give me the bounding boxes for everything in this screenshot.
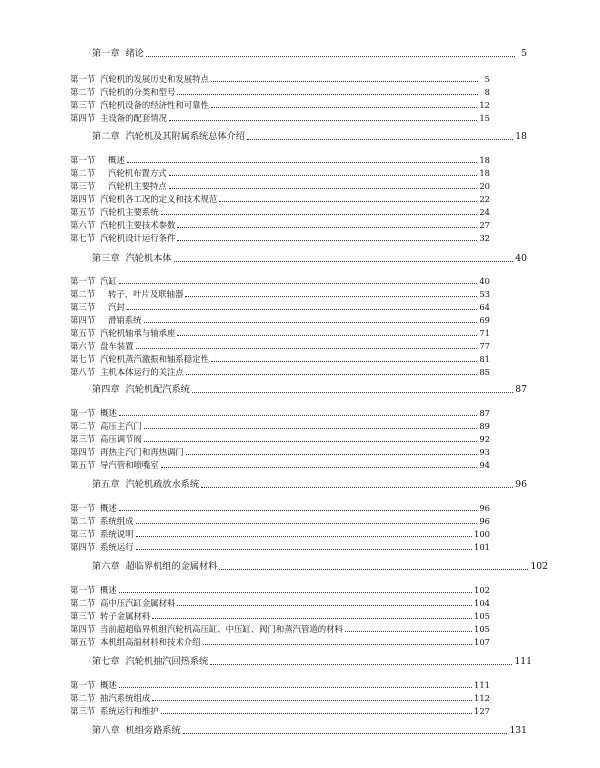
dot-leader [136, 522, 478, 524]
chapter-number: 第一章 [92, 48, 120, 59]
section-title: 汽轮机设备的经济性和可靠性 [100, 100, 209, 110]
toc-entry [70, 302, 490, 312]
chapter-heading [92, 385, 527, 395]
page-number: 85 [479, 367, 490, 377]
page-number: 100 [474, 529, 490, 539]
section-number: 第六节 [70, 341, 96, 351]
page-number: 105 [474, 624, 490, 634]
chapter-heading [92, 726, 527, 736]
page-number: 104 [474, 598, 490, 608]
section-title: 主设备的配套情况 [100, 113, 167, 123]
dot-leader [119, 509, 478, 511]
dot-leader [161, 213, 478, 215]
page-number: 111 [474, 680, 490, 690]
toc-entry [70, 529, 490, 539]
dot-leader [183, 732, 508, 734]
dot-leader [211, 360, 477, 362]
section-title: 转子，叶片及联轴器 [108, 289, 184, 299]
section-title: 主机本体运行的关注点 [100, 367, 184, 377]
page-number: 5 [484, 74, 490, 84]
page-number: 102 [530, 561, 548, 572]
section-number: 第三节 [70, 181, 96, 191]
toc-entry [70, 220, 490, 230]
toc-entry [70, 421, 490, 431]
chapter-heading [92, 49, 527, 59]
chapter-heading [92, 657, 532, 667]
section-number: 第三节 [70, 302, 96, 312]
page-number: 24 [479, 207, 490, 217]
page-number: 87 [515, 384, 527, 395]
section-title: 概述 [108, 155, 125, 165]
section-number: 第八节 [70, 367, 96, 377]
dot-leader [119, 282, 478, 284]
section-title: 汽轮机的发展历史和发展特点 [100, 74, 209, 84]
dot-leader [136, 347, 478, 349]
toc-entry [70, 706, 490, 716]
section-title: 系统运行 [100, 542, 134, 552]
chapter-heading [92, 254, 527, 264]
toc-entry [70, 354, 490, 364]
chapter-number: 第四章 [92, 384, 120, 395]
page-number: 127 [474, 706, 490, 716]
section-title: 当前超超临界机组汽轮机高压缸、中压缸、阀门和蒸汽管道的材料 [100, 624, 343, 634]
section-title: 概述 [100, 680, 117, 690]
page-number: 81 [479, 354, 490, 364]
page-number: 107 [474, 637, 490, 647]
chapter-title: 汽轮机配汽系统 [125, 384, 190, 395]
toc-entry [70, 155, 490, 165]
page-number: 27 [479, 220, 490, 230]
dot-leader [119, 686, 472, 688]
toc-entry [70, 233, 490, 243]
toc-entry [70, 542, 490, 552]
toc-entry [70, 408, 490, 418]
page-number: 64 [479, 302, 490, 312]
page-number: 89 [479, 421, 490, 431]
page-number: 40 [515, 253, 527, 264]
chapter-number: 第二章 [92, 131, 120, 142]
section-title: 导汽管和喷嘴室 [100, 460, 159, 470]
chapter-title: 机组旁路系统 [125, 725, 181, 736]
section-number: 第四节 [70, 113, 96, 123]
dot-leader [169, 119, 477, 121]
section-title: 概述 [100, 503, 117, 513]
chapter-heading [92, 480, 527, 490]
dot-leader [161, 466, 478, 468]
chapter-title: 汽轮机及其附属系统总体介绍 [125, 131, 245, 142]
dot-leader [177, 239, 477, 241]
section-number: 第一节 [70, 585, 96, 595]
toc-entry [70, 113, 490, 123]
dot-leader [136, 535, 473, 537]
toc-entry [70, 585, 490, 595]
page-number: 18 [515, 131, 527, 142]
page-number: 5 [521, 48, 527, 59]
section-number: 第二节 [70, 289, 96, 299]
section-number: 第四节 [70, 624, 96, 634]
section-number: 第一节 [70, 276, 96, 286]
toc-entry [70, 460, 490, 470]
section-number: 第三节 [70, 611, 96, 621]
section-title: 汽轮机各工况的定义和技术规范 [100, 194, 218, 204]
toc-entry [70, 516, 490, 526]
section-title: 转子金属材料 [100, 611, 151, 621]
section-number: 第二节 [70, 598, 96, 608]
section-number: 第三节 [70, 434, 96, 444]
toc-entry [70, 100, 490, 110]
chapter-title: 绪论 [125, 48, 144, 59]
toc-entry [70, 194, 490, 204]
dot-leader [210, 663, 512, 665]
page-number: 131 [509, 725, 527, 736]
section-title: 汽轮机主要系统 [100, 207, 159, 217]
section-number: 第七节 [70, 233, 96, 243]
dot-leader [211, 80, 478, 82]
chapter-title: 超临界机组的金属材料 [125, 561, 218, 572]
chapter-number: 第七章 [92, 656, 120, 667]
dot-leader [185, 295, 477, 297]
dot-leader [127, 161, 478, 163]
section-title: 汽轮机主要特点 [108, 181, 167, 191]
section-title: 再热主汽门和再热调门 [100, 447, 184, 457]
dot-leader [144, 440, 477, 442]
dot-leader [177, 334, 477, 336]
section-title: 汽轮机的分类和型号 [100, 87, 176, 97]
section-title: 系统说明 [100, 529, 134, 539]
dot-leader [119, 414, 478, 416]
page-number: 18 [479, 168, 490, 178]
page-number: 40 [479, 276, 490, 286]
section-title: 汽轮机蒸汽激振和轴系稳定性 [100, 354, 209, 364]
section-number: 第一节 [70, 408, 96, 418]
chapter-number: 第六章 [92, 561, 120, 572]
section-title: 抽汽系统组成 [100, 693, 151, 703]
section-number: 第三节 [70, 706, 96, 716]
section-number: 第四节 [70, 194, 96, 204]
section-title: 汽轮机主要技术参数 [100, 220, 176, 230]
toc-entry [70, 328, 490, 338]
toc-entry [70, 289, 490, 299]
page-number: 102 [474, 585, 490, 595]
section-number: 第五节 [70, 328, 96, 338]
page-number: 96 [479, 503, 490, 513]
dot-leader [345, 630, 472, 632]
toc-entry [70, 693, 490, 703]
section-number: 第五节 [70, 637, 96, 647]
toc-entry [70, 447, 490, 457]
dot-leader [186, 373, 478, 375]
toc-entry [70, 276, 490, 286]
toc-entry [70, 680, 490, 690]
dot-leader [174, 260, 514, 262]
chapter-heading [92, 562, 548, 572]
toc-entry [70, 315, 490, 325]
dot-leader [119, 591, 472, 593]
dot-leader [144, 427, 477, 429]
section-number: 第一节 [70, 680, 96, 690]
dot-leader [169, 174, 478, 176]
chapter-title: 汽轮机疏放水系统 [125, 479, 200, 490]
section-number: 第三节 [70, 100, 96, 110]
dot-leader [144, 321, 478, 323]
chapter-heading [92, 132, 527, 142]
page-number: 101 [474, 542, 490, 552]
section-title: 汽缸 [100, 276, 117, 286]
dot-leader [219, 200, 477, 202]
section-title: 汽轮机设计运行条件 [100, 233, 176, 243]
section-number: 第二节 [70, 516, 96, 526]
chapter-number: 第八章 [92, 725, 120, 736]
dot-leader [203, 643, 473, 645]
dot-leader [136, 548, 473, 550]
page-number: 94 [479, 460, 490, 470]
page-number: 69 [479, 315, 490, 325]
toc-entry [70, 624, 490, 634]
page-number: 111 [514, 656, 532, 667]
chapter-number: 第五章 [92, 479, 120, 490]
dot-leader [146, 55, 515, 57]
chapter-number: 第三章 [92, 253, 120, 264]
section-number: 第一节 [70, 155, 96, 165]
page-number: 53 [479, 289, 490, 299]
toc-entry [70, 598, 490, 608]
toc-entry [70, 434, 490, 444]
section-title: 汽轮机布置方式 [108, 168, 167, 178]
section-number: 第五节 [70, 207, 96, 217]
toc-entry [70, 74, 490, 84]
section-title: 高压主汽门 [100, 421, 142, 431]
section-title: 高中压汽缸金属材料 [100, 598, 176, 608]
dot-leader [177, 226, 477, 228]
dot-leader [201, 486, 513, 488]
toc-entry [70, 367, 490, 377]
dot-leader [169, 187, 478, 189]
page-number: 15 [479, 113, 490, 123]
section-number: 第二节 [70, 87, 96, 97]
section-title: 系统组成 [100, 516, 134, 526]
section-number: 第三节 [70, 529, 96, 539]
section-number: 第一节 [70, 74, 96, 84]
toc-entry [70, 341, 490, 351]
chapter-title: 汽轮机抽汽回热系统 [125, 656, 209, 667]
page-number: 105 [474, 611, 490, 621]
section-title: 盘车装置 [100, 341, 134, 351]
dot-leader [219, 568, 528, 570]
section-number: 第六节 [70, 220, 96, 230]
section-number: 第五节 [70, 460, 96, 470]
section-number: 第二节 [70, 693, 96, 703]
section-number: 第一节 [70, 503, 96, 513]
section-number: 第四节 [70, 542, 96, 552]
page-number: 18 [479, 155, 490, 165]
dot-leader [177, 604, 472, 606]
toc-entry [70, 611, 490, 621]
toc-entry [70, 637, 490, 647]
page-number: 93 [479, 447, 490, 457]
dot-leader [192, 391, 513, 393]
page-number: 96 [479, 516, 490, 526]
toc-entry [70, 503, 490, 513]
section-number: 第二节 [70, 421, 96, 431]
page-number: 92 [479, 434, 490, 444]
dot-leader [152, 617, 472, 619]
dot-leader [211, 106, 477, 108]
section-title: 高压调节阀 [100, 434, 142, 444]
section-title: 汽轮机轴承与轴承座 [100, 328, 176, 338]
toc-entry [70, 168, 490, 178]
page-number: 96 [515, 479, 527, 490]
page-number: 8 [484, 87, 490, 97]
page-number: 32 [479, 233, 490, 243]
chapter-title: 汽轮机本体 [125, 253, 172, 264]
toc-entry [70, 87, 490, 97]
page-number: 20 [479, 181, 490, 191]
page-number: 112 [474, 693, 490, 703]
section-number: 第四节 [70, 447, 96, 457]
page-number: 22 [479, 194, 490, 204]
section-title: 本机组高温材料和技术介绍 [100, 637, 201, 647]
page-number: 87 [479, 408, 490, 418]
section-title: 概述 [100, 408, 117, 418]
dot-leader [152, 699, 472, 701]
dot-leader [161, 712, 472, 714]
toc-entry [70, 181, 490, 191]
dot-leader [127, 308, 478, 310]
dot-leader [186, 453, 478, 455]
page-number: 77 [479, 341, 490, 351]
dot-leader [177, 93, 478, 95]
section-number: 第二节 [70, 168, 96, 178]
section-title: 系统运行和维护 [100, 706, 159, 716]
section-title: 概述 [100, 585, 117, 595]
section-title: 汽封 [108, 302, 125, 312]
page-number: 71 [479, 328, 490, 338]
dot-leader [247, 138, 513, 140]
toc-entry [70, 207, 490, 217]
section-title: 滑销系统 [108, 315, 142, 325]
section-number: 第七节 [70, 354, 96, 364]
page-number: 12 [479, 100, 490, 110]
section-number: 第四节 [70, 315, 96, 325]
